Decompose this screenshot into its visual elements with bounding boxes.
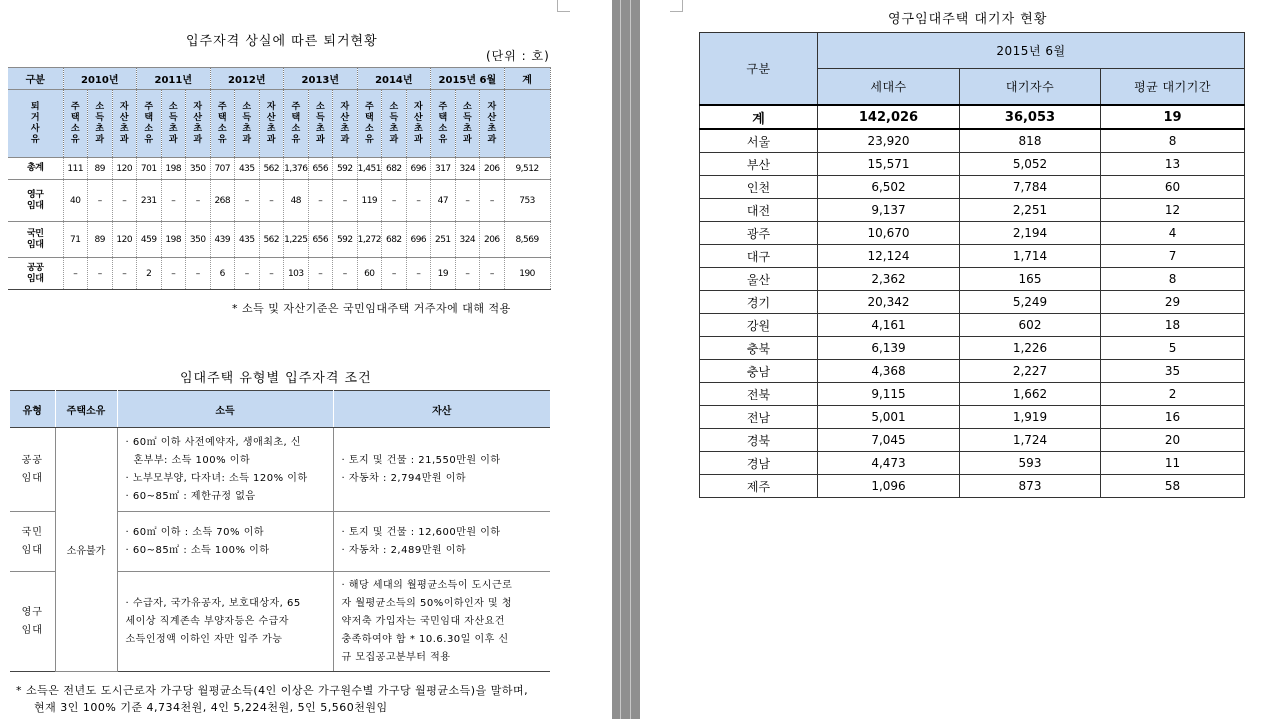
table-cell: 696 (406, 158, 431, 180)
table-cell: – (186, 258, 211, 290)
income-line: 혼부부: 소득 100% 이하 (133, 454, 251, 466)
house-cell: 소유불가 (55, 428, 117, 672)
table-cell: 2 (1101, 383, 1245, 406)
table-cell: 562 (259, 222, 284, 258)
table-cell: 4,473 (818, 452, 960, 475)
table-cell: 459 (137, 222, 162, 258)
row-total: 753 (504, 180, 550, 222)
table-row (8, 180, 550, 222)
table-cell: 16 (1101, 406, 1245, 429)
table-cell: 120 (112, 222, 137, 258)
table-cell: 1,714 (960, 245, 1101, 268)
region-cell: 광주 (700, 222, 818, 245)
row-total: 190 (504, 258, 550, 290)
total-waiting: 36,053 (960, 105, 1101, 129)
page-gutter (612, 0, 640, 719)
table-cell: 1,272 (357, 222, 382, 258)
table-cell: 682 (382, 158, 407, 180)
col-avg-wait: 평균 대기기간 (1101, 69, 1245, 106)
table-cell: – (308, 258, 333, 290)
type-line: 임대 (21, 624, 43, 636)
type-cell (10, 428, 55, 512)
table-cell: – (161, 258, 186, 290)
table-cell: 268 (210, 180, 235, 222)
table-cell: 701 (137, 158, 162, 180)
table1-unit: (단위 : 호) (486, 49, 550, 63)
table-cell: 602 (960, 314, 1101, 337)
table-cell: – (308, 180, 333, 222)
table1-note: * 소득 및 자산기준은 국민임대주택 거주자에 대해 적용 (232, 302, 511, 315)
table-cell: – (112, 258, 137, 290)
table-row (700, 429, 1245, 452)
reason-header (308, 90, 333, 158)
table-row (700, 291, 1245, 314)
table-row (700, 199, 1245, 222)
table-cell: 1,662 (960, 383, 1101, 406)
waitlist-table (699, 32, 1245, 498)
year-header: 2015년 6월 (431, 68, 505, 90)
row-label-text: 총계 (27, 163, 44, 173)
table-cell: – (455, 258, 480, 290)
table-cell: 435 (235, 222, 260, 258)
header-house: 주택소유 (55, 391, 117, 428)
type-line: 공공 (21, 454, 43, 466)
table-cell: 9,115 (818, 383, 960, 406)
total-avg-wait: 19 (1101, 105, 1245, 129)
page-corner-marker (557, 0, 570, 12)
reason-header (235, 90, 260, 158)
reason-header-text: 자산초과 (487, 101, 497, 145)
reason-header-text: 소득초과 (242, 101, 252, 145)
income-cell (117, 512, 333, 572)
table-cell: 5,052 (960, 153, 1101, 176)
table-row (700, 222, 1245, 245)
table-cell: – (63, 258, 88, 290)
reason-header (406, 90, 431, 158)
table-cell: 9,137 (818, 199, 960, 222)
reason-header-text: 주택소유 (291, 101, 301, 145)
reason-header-text: 소득초과 (168, 101, 178, 145)
region-cell: 경남 (700, 452, 818, 475)
reason-header (480, 90, 505, 158)
region-cell: 전남 (700, 406, 818, 429)
type-cell (10, 572, 55, 672)
table-cell: 6 (210, 258, 235, 290)
income-line: · 수급자, 국가유공자, 보호대상자, 65 (125, 597, 301, 609)
reason-header (210, 90, 235, 158)
table-cell: 592 (333, 158, 358, 180)
table-cell: – (480, 258, 505, 290)
income-line: 소득인정액 이하인 자만 입주 가능 (125, 633, 283, 645)
year-header: 2014년 (357, 68, 431, 90)
table-cell: – (455, 180, 480, 222)
table-cell: – (112, 180, 137, 222)
region-cell: 부산 (700, 153, 818, 176)
table-cell: 103 (284, 258, 309, 290)
table-cell: 4 (1101, 222, 1245, 245)
type-line: 영구 (21, 606, 43, 618)
period-header: 2015년 6월 (818, 33, 1245, 69)
region-cell: 충북 (700, 337, 818, 360)
reason-header (186, 90, 211, 158)
reason-header (333, 90, 358, 158)
reason-header-text: 소득초과 (315, 101, 325, 145)
table1-subheader-row (8, 90, 550, 158)
row-label (8, 158, 63, 180)
table1-header-row (8, 68, 550, 90)
table2-title: 임대주택 유형별 입주자격 조건 (180, 371, 372, 386)
reason-header (284, 90, 309, 158)
row-label-text: 영구임대 (27, 189, 44, 211)
row-label-text: 공공임대 (27, 262, 44, 284)
table-cell: 111 (63, 158, 88, 180)
table-cell: 29 (1101, 291, 1245, 314)
table3-header-label: 구분 (700, 33, 818, 106)
table-cell: – (186, 180, 211, 222)
row-label (8, 258, 63, 290)
table-cell: 439 (210, 222, 235, 258)
table-cell: 1,451 (357, 158, 382, 180)
table-cell: – (161, 180, 186, 222)
income-line: · 60㎡ 이하 사전예약자, 생애최초, 신 (125, 436, 302, 448)
row-total: 8,569 (504, 222, 550, 258)
table-cell: 1,919 (960, 406, 1101, 429)
table-cell: 12,124 (818, 245, 960, 268)
table-cell: 8 (1101, 129, 1245, 153)
table-cell: 2,227 (960, 360, 1101, 383)
table-cell: 562 (259, 158, 284, 180)
table-cell: – (333, 180, 358, 222)
table-cell: – (406, 180, 431, 222)
reason-header (382, 90, 407, 158)
table-cell: 682 (382, 222, 407, 258)
asset-line: 규 모집공고분부터 적용 (341, 651, 451, 663)
table-cell: 35 (1101, 360, 1245, 383)
table-cell: 435 (235, 158, 260, 180)
table-row (700, 337, 1245, 360)
region-cell: 대구 (700, 245, 818, 268)
reason-header (357, 90, 382, 158)
asset-line: · 해당 세대의 월평균소득이 도시근로 (341, 579, 513, 591)
reason-header (88, 90, 113, 158)
region-cell: 서울 (700, 129, 818, 153)
income-cell (117, 572, 333, 672)
row-total: 9,512 (504, 158, 550, 180)
table-cell: 10,670 (818, 222, 960, 245)
table-row (8, 158, 550, 180)
table-row (700, 153, 1245, 176)
reason-header-text: 소득초과 (95, 101, 105, 145)
asset-cell (333, 512, 550, 572)
table-cell: 1,096 (818, 475, 960, 498)
asset-line: · 토지 및 건물 : 21,550만원 이하 (341, 454, 501, 466)
table-cell: – (235, 180, 260, 222)
table-row (700, 268, 1245, 291)
header-asset: 자산 (333, 391, 550, 428)
table-cell: – (382, 258, 407, 290)
region-cell: 경북 (700, 429, 818, 452)
table3-title: 영구임대주택 대기자 현황 (888, 12, 1048, 27)
year-header: 2012년 (210, 68, 284, 90)
reason-header-text: 소득초과 (389, 101, 399, 145)
table-cell: 5,249 (960, 291, 1101, 314)
reason-header-text: 자산초과 (119, 101, 129, 145)
table-cell: 7,045 (818, 429, 960, 452)
income-line: · 60㎡ 이하 : 소득 70% 이하 (125, 526, 265, 538)
col-households: 세대수 (818, 69, 960, 106)
reason-header (137, 90, 162, 158)
reason-header (431, 90, 456, 158)
table-cell: 2,362 (818, 268, 960, 291)
table-cell: – (259, 180, 284, 222)
row-label (8, 222, 63, 258)
asset-line: 자 월평균소득의 50%이하인자 및 청 (341, 597, 513, 609)
table-cell: 8 (1101, 268, 1245, 291)
reason-header-empty (504, 90, 550, 158)
table-cell: 350 (186, 222, 211, 258)
asset-line: · 토지 및 건물 : 12,600만원 이하 (341, 526, 501, 538)
table-cell: 5,001 (818, 406, 960, 429)
reason-header (259, 90, 284, 158)
table-cell: 707 (210, 158, 235, 180)
table-cell: 206 (480, 222, 505, 258)
reason-label (8, 90, 63, 158)
table-cell: – (88, 258, 113, 290)
table-cell: 6,502 (818, 176, 960, 199)
income-line: · 60~85㎡ : 제한규정 없음 (125, 490, 256, 502)
page-edge (620, 0, 621, 719)
reason-header-text: 자산초과 (413, 101, 423, 145)
table-cell: 198 (161, 158, 186, 180)
table-cell: 696 (406, 222, 431, 258)
document-page-left (0, 0, 612, 719)
table-cell: 12 (1101, 199, 1245, 222)
table-cell: 40 (63, 180, 88, 222)
table-row (700, 360, 1245, 383)
table-row (8, 222, 550, 258)
table-cell: 4,161 (818, 314, 960, 337)
region-cell: 전북 (700, 383, 818, 406)
table-cell: 1,226 (960, 337, 1101, 360)
region-cell: 제주 (700, 475, 818, 498)
table-cell: 2 (137, 258, 162, 290)
total-label: 계 (700, 105, 818, 129)
table-row (700, 406, 1245, 429)
table2-note-line: * 소득은 전년도 도시근로자 가구당 월평균소득(4인 이상은 가구원수별 가구당 월평균소득)을 말하며, (16, 684, 529, 697)
region-cell: 충남 (700, 360, 818, 383)
table-cell: 198 (161, 222, 186, 258)
reason-header-text: 주택소유 (438, 101, 448, 145)
table-cell: 317 (431, 158, 456, 180)
table-cell: 350 (186, 158, 211, 180)
table-cell: 47 (431, 180, 456, 222)
page-corner-marker (670, 0, 683, 12)
reason-header-text: 주택소유 (70, 101, 80, 145)
table-cell: 60 (357, 258, 382, 290)
table-cell: 1,376 (284, 158, 309, 180)
table3-body (700, 129, 1245, 498)
header-type: 유형 (10, 391, 55, 428)
table-cell: – (88, 180, 113, 222)
table-row (700, 314, 1245, 337)
asset-cell (333, 428, 550, 512)
table-cell: 4,368 (818, 360, 960, 383)
table-cell: 48 (284, 180, 309, 222)
table-cell: 13 (1101, 153, 1245, 176)
table1-header-label: 구분 (8, 68, 63, 90)
table-row-public (10, 428, 550, 512)
table-cell: 873 (960, 475, 1101, 498)
table-cell: – (259, 258, 284, 290)
region-cell: 강원 (700, 314, 818, 337)
table-cell: 20,342 (818, 291, 960, 314)
table-cell: 324 (455, 158, 480, 180)
table-cell: 592 (333, 222, 358, 258)
table-cell: 11 (1101, 452, 1245, 475)
income-line: 세이상 직계존속 부양자등은 수급자 (125, 615, 289, 627)
asset-cell (333, 572, 550, 672)
income-line: · 노부모부양, 다자녀: 소득 120% 이하 (125, 472, 308, 484)
table-cell: – (382, 180, 407, 222)
table-cell: 18 (1101, 314, 1245, 337)
reason-header (161, 90, 186, 158)
table-row (700, 452, 1245, 475)
table-row (700, 475, 1245, 498)
year-header: 2011년 (137, 68, 211, 90)
reason-header-text: 자산초과 (266, 101, 276, 145)
table-cell: 23,920 (818, 129, 960, 153)
document-page-right (640, 0, 1283, 719)
table2-note-line: 현재 3인 100% 기준 4,734천원, 4인 5,224천원, 5인 5,560천원임 (34, 701, 388, 714)
table-cell: 58 (1101, 475, 1245, 498)
eviction-status-table (8, 67, 551, 290)
table-cell: 89 (88, 222, 113, 258)
table-cell: 7 (1101, 245, 1245, 268)
reason-header (455, 90, 480, 158)
row-label-text: 국민임대 (27, 228, 44, 250)
type-line: 임대 (21, 544, 43, 556)
table2-header-row (10, 391, 550, 428)
region-cell: 경기 (700, 291, 818, 314)
table-cell: 7,784 (960, 176, 1101, 199)
region-cell: 인천 (700, 176, 818, 199)
reason-header-text: 자산초과 (193, 101, 203, 145)
table3-header-row (700, 33, 1245, 69)
asset-line: · 자동차 : 2,489만원 이하 (341, 544, 467, 556)
reason-header-text: 주택소유 (144, 101, 154, 145)
table-cell: 5 (1101, 337, 1245, 360)
asset-line: 충족하여야 함 * 10.6.30일 이후 신 (341, 633, 509, 645)
table-cell: 165 (960, 268, 1101, 291)
table-cell: – (235, 258, 260, 290)
table-cell: 60 (1101, 176, 1245, 199)
table-cell: 89 (88, 158, 113, 180)
eligibility-table (10, 390, 550, 672)
reason-header-text: 주택소유 (217, 101, 227, 145)
table-cell: 656 (308, 158, 333, 180)
table-cell: 656 (308, 222, 333, 258)
year-header: 2010년 (63, 68, 137, 90)
table-cell: 119 (357, 180, 382, 222)
table-cell: 20 (1101, 429, 1245, 452)
table-cell: 231 (137, 180, 162, 222)
region-cell: 대전 (700, 199, 818, 222)
table-cell: 251 (431, 222, 456, 258)
table-cell: 2,251 (960, 199, 1101, 222)
table-row (700, 129, 1245, 153)
year-header: 2013년 (284, 68, 358, 90)
table-cell: 19 (431, 258, 456, 290)
row-label (8, 180, 63, 222)
table-cell: 2,194 (960, 222, 1101, 245)
table-cell: 71 (63, 222, 88, 258)
table-cell: 818 (960, 129, 1101, 153)
total-header: 계 (504, 68, 550, 90)
reason-header (63, 90, 88, 158)
header-income: 소득 (117, 391, 333, 428)
table-cell: – (480, 180, 505, 222)
table-cell: 1,724 (960, 429, 1101, 452)
income-cell (117, 428, 333, 512)
reason-header (112, 90, 137, 158)
reason-header-text: 주택소유 (364, 101, 374, 145)
reason-header-text: 소득초과 (462, 101, 472, 145)
table-cell: – (406, 258, 431, 290)
table-cell: 206 (480, 158, 505, 180)
page-edge (630, 0, 631, 719)
type-line: 임대 (21, 472, 43, 484)
asset-line: · 자동차 : 2,794만원 이하 (341, 472, 467, 484)
asset-line: 약저축 가입자는 국민임대 자산요건 (341, 615, 505, 627)
table-cell: 6,139 (818, 337, 960, 360)
table-cell: 324 (455, 222, 480, 258)
table-row (700, 176, 1245, 199)
table-cell: 120 (112, 158, 137, 180)
col-waiting: 대기자수 (960, 69, 1101, 106)
table1-title: 입주자격 상실에 따른 퇴거현황 (186, 34, 378, 49)
reason-header-text: 자산초과 (340, 101, 350, 145)
type-cell (10, 512, 55, 572)
table-cell: 593 (960, 452, 1101, 475)
table3-total-row (700, 105, 1245, 129)
total-households: 142,026 (818, 105, 960, 129)
table-cell: – (333, 258, 358, 290)
type-line: 국민 (21, 526, 43, 538)
table-cell: 1,225 (284, 222, 309, 258)
table-row (700, 383, 1245, 406)
table-cell: 15,571 (818, 153, 960, 176)
table-row (8, 258, 550, 290)
table-row (700, 245, 1245, 268)
income-line: · 60~85㎡ : 소득 100% 이하 (125, 544, 270, 556)
reason-label-text: 퇴거사유 (30, 101, 40, 145)
region-cell: 울산 (700, 268, 818, 291)
